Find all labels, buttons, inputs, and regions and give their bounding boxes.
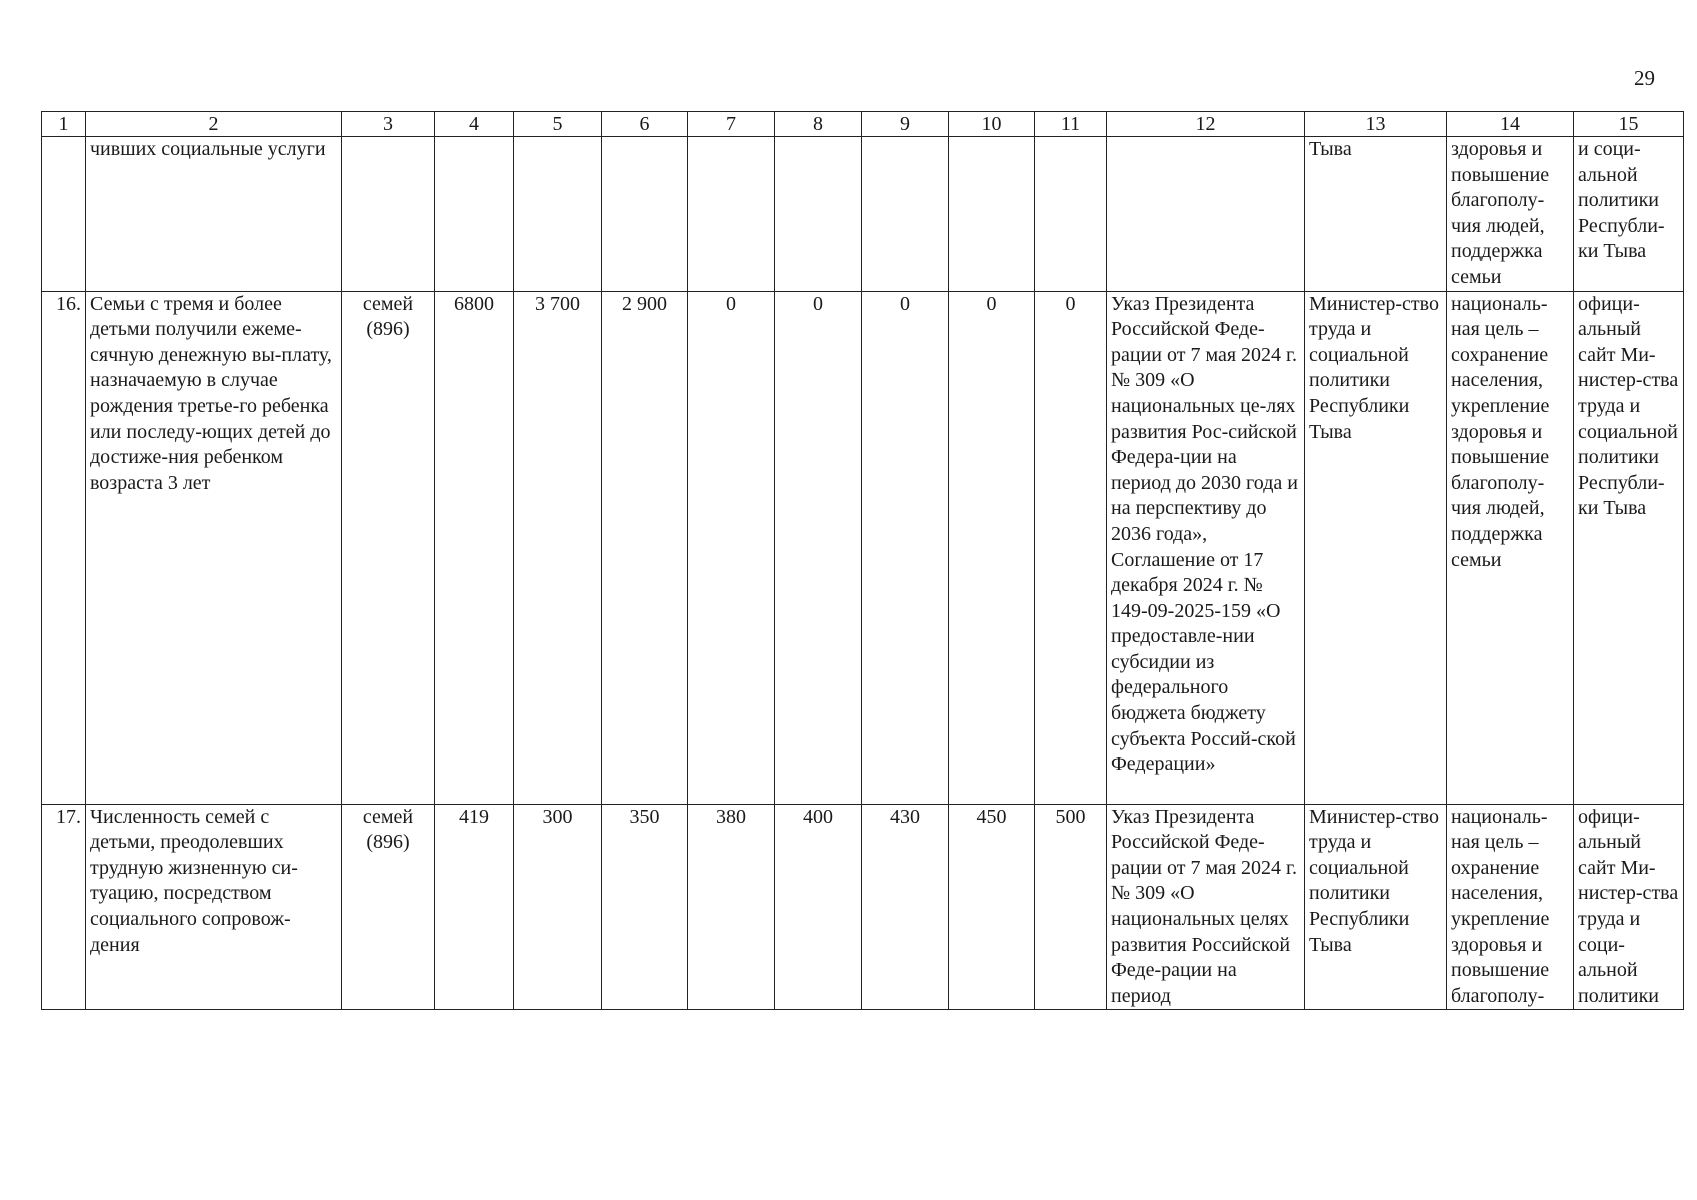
header-cell: 10 xyxy=(949,112,1035,137)
page-number: 29 xyxy=(1634,66,1655,90)
table-row xyxy=(42,291,1684,804)
value-cell: 350 xyxy=(602,804,688,1010)
header-cell: 2 xyxy=(86,112,342,137)
responsible-cell: Министер-ство труда и социальной политики Республики Тыва xyxy=(1305,291,1447,804)
value-cell: 0 xyxy=(862,291,949,804)
basis-cell: Указ Президента Российской Феде-рации от 7 мая 2024 г. № 309 «О национальных целях развития Российской Феде-рации на период xyxy=(1107,804,1305,1010)
header-cell: 7 xyxy=(688,112,775,137)
value-cell: 419 xyxy=(435,804,514,1010)
header-cell: 12 xyxy=(1107,112,1305,137)
value-cell xyxy=(775,137,862,292)
header-cell: 3 xyxy=(342,112,435,137)
indicator-name: Семьи с тремя и более детьми получили ежеме-сячную денежную вы-плату, назначаемую в случае рождения третье-го ребенка или последу-ющих детей до достиже-ния ребенком возраста 3 лет xyxy=(86,291,342,804)
value-cell: 380 xyxy=(688,804,775,1010)
goal-cell: националь-ная цель – сохранение населения, укрепление здоровья и повышение благополу-чия людей, поддержка семьи xyxy=(1447,291,1574,804)
indicator-table xyxy=(41,111,1684,1010)
value-cell: 400 xyxy=(775,804,862,1010)
source-cell: офици-альный сайт Ми-нистер-ства труда и социальной политики Республи-ки Тыва xyxy=(1574,291,1684,804)
value-cell: 300 xyxy=(514,804,602,1010)
value-cell xyxy=(949,137,1035,292)
header-cell: 13 xyxy=(1305,112,1447,137)
header-cell: 1 xyxy=(42,112,86,137)
row-number xyxy=(42,137,86,292)
value-cell xyxy=(688,137,775,292)
responsible-cell: Тыва xyxy=(1305,137,1447,292)
value-cell: 6800 xyxy=(435,291,514,804)
responsible-cell: Министер-ство труда и социальной политики Республики Тыва xyxy=(1305,804,1447,1010)
header-cell: 6 xyxy=(602,112,688,137)
header-cell: 15 xyxy=(1574,112,1684,137)
unit-cell: семей (896) xyxy=(342,804,435,1010)
value-cell: 0 xyxy=(775,291,862,804)
header-cell: 14 xyxy=(1447,112,1574,137)
goal-cell: здоровья и повышение благополу-чия людей, поддержка семьи xyxy=(1447,137,1574,292)
source-cell: офици-альный сайт Ми-нистер-ства труда и соци-альной политики xyxy=(1574,804,1684,1010)
table-row xyxy=(42,137,1684,292)
value-cell xyxy=(1035,137,1107,292)
value-cell: 430 xyxy=(862,804,949,1010)
header-cell: 5 xyxy=(514,112,602,137)
header-cell: 9 xyxy=(862,112,949,137)
goal-cell: националь-ная цель – охранение населения, укрепление здоровья и повышение благополу- xyxy=(1447,804,1574,1010)
value-cell: 0 xyxy=(1035,291,1107,804)
header-cell: 8 xyxy=(775,112,862,137)
header-row xyxy=(42,112,1684,137)
value-cell: 500 xyxy=(1035,804,1107,1010)
basis-cell xyxy=(1107,137,1305,292)
unit-cell xyxy=(342,137,435,292)
value-cell xyxy=(435,137,514,292)
value-cell xyxy=(602,137,688,292)
value-cell: 0 xyxy=(949,291,1035,804)
row-number: 16. xyxy=(42,291,86,804)
value-cell: 0 xyxy=(688,291,775,804)
value-cell: 2 900 xyxy=(602,291,688,804)
source-cell: и соци-альной политики Республи-ки Тыва xyxy=(1574,137,1684,292)
header-cell: 11 xyxy=(1035,112,1107,137)
indicator-name: чивших социальные услуги xyxy=(86,137,342,292)
indicator-name: Численность семей с детьми, преодолевших трудную жизненную си-туацию, посредством социального сопровож-дения xyxy=(86,804,342,1010)
value-cell: 450 xyxy=(949,804,1035,1010)
row-number: 17. xyxy=(42,804,86,1010)
value-cell xyxy=(514,137,602,292)
header-cell: 4 xyxy=(435,112,514,137)
table-row xyxy=(42,804,1684,1010)
value-cell xyxy=(862,137,949,292)
value-cell: 3 700 xyxy=(514,291,602,804)
basis-cell: Указ Президента Российской Феде-рации от 7 мая 2024 г. № 309 «О национальных це-лях развития Рос-сийской Федера-ции на период до 2030 года и на перспективу до 2036 года», Соглашение от 17 декабря 2024 г. № 149-09-2025-159 «О предоставле-нии субсидии из федерального бюджета бюджету субъекта Россий-ской Федерации» xyxy=(1107,291,1305,804)
unit-cell: семей (896) xyxy=(342,291,435,804)
